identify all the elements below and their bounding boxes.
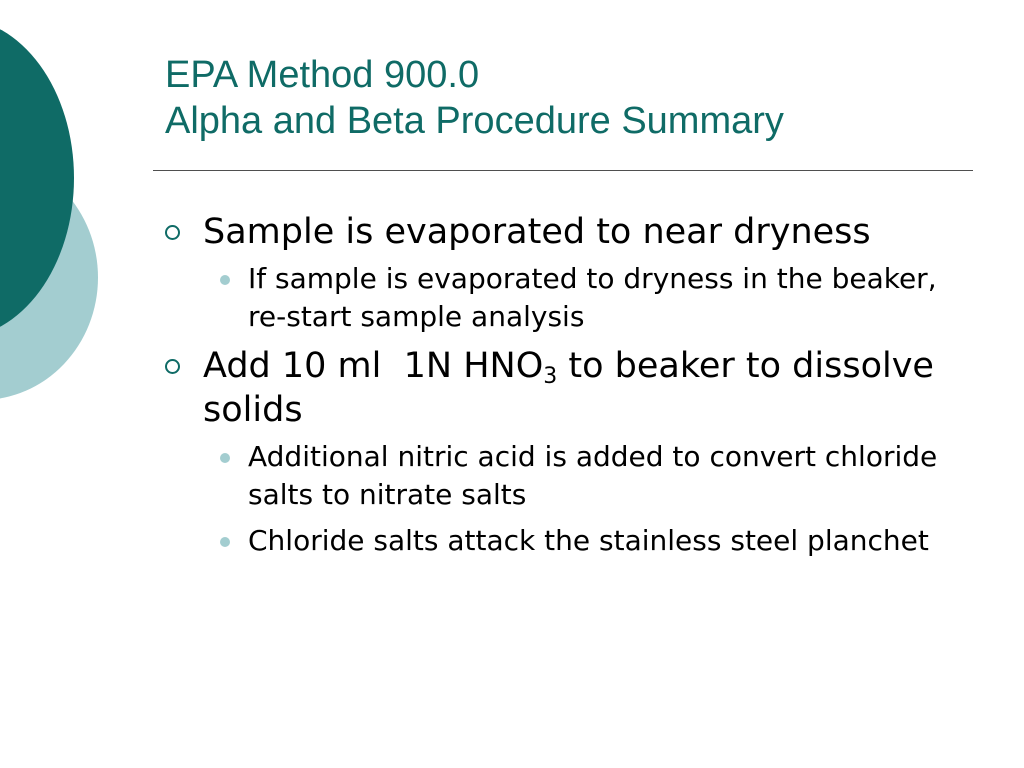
dot-bullet-icon	[220, 537, 230, 547]
slide-title	[165, 52, 985, 144]
bullet-level1	[165, 210, 965, 254]
hollow-circle-bullet-icon	[165, 225, 180, 240]
dot-bullet-icon	[220, 275, 230, 285]
bullet-level1	[165, 344, 965, 432]
slide-body	[165, 210, 965, 568]
bullet-subscript: 3	[543, 364, 558, 389]
hollow-circle-bullet-icon	[165, 359, 180, 374]
bullet-text: Sample is evaporated to near dryness	[203, 212, 871, 252]
dot-bullet-icon	[220, 453, 230, 463]
sub-bullet-text: If sample is evaporated to dryness in the beaker, re-start sample analysis	[248, 262, 937, 333]
title-line-1: EPA Method 900.0	[165, 54, 480, 96]
sub-bullet-text: Additional nitric acid is added to convert chloride salts to nitrate salts	[248, 440, 938, 511]
bullet-text-after-subscript: to beaker to dissolve solids	[203, 346, 934, 430]
bullet-level2	[165, 522, 965, 560]
title-line-2: Alpha and Beta Procedure Summary	[165, 100, 784, 142]
bullet-level2	[165, 260, 965, 336]
title-divider	[153, 170, 973, 171]
bullet-level2	[165, 438, 965, 514]
bullet-text-before-subscript: Add 10 ml 1N HNO	[203, 346, 544, 386]
sub-bullet-text: Chloride salts attack the stainless steel planchet	[248, 524, 929, 557]
